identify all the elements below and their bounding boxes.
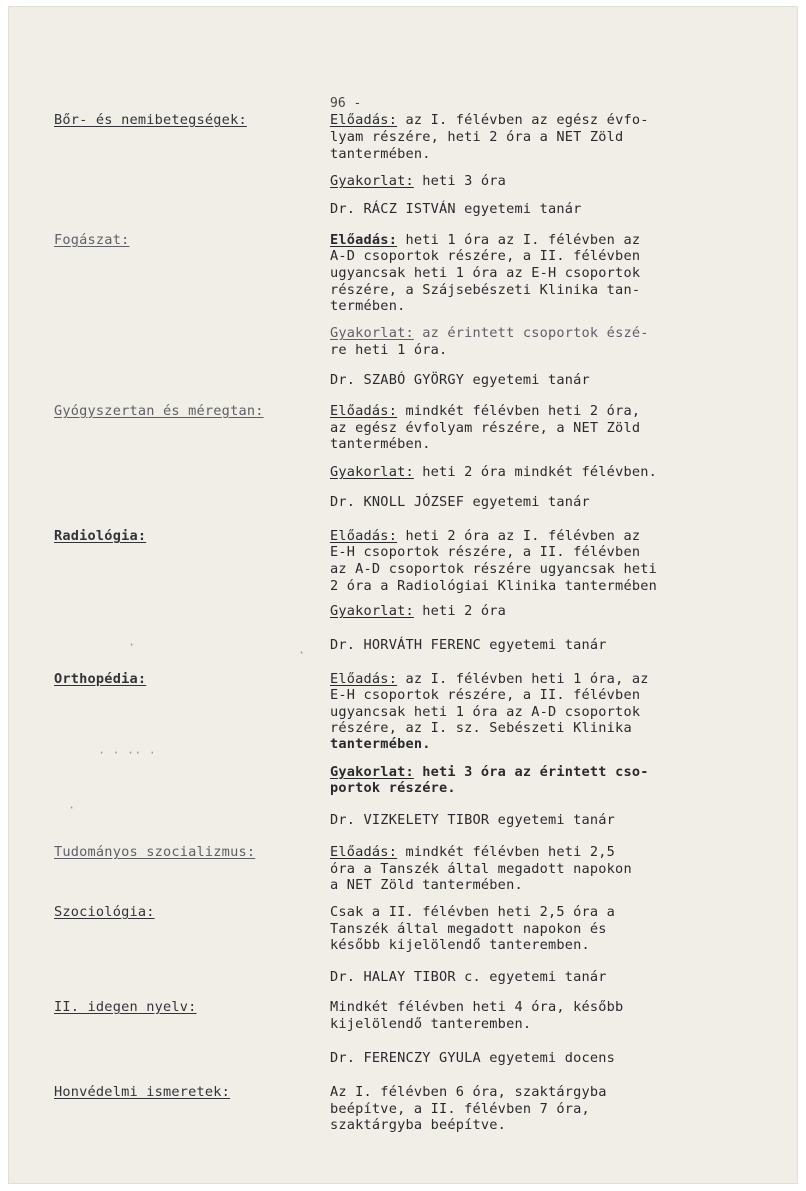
text-line: az A-D csoportok részére ugyancsak heti bbox=[330, 561, 657, 577]
text-line: szaktárgyba beépítve. bbox=[330, 1117, 507, 1133]
page-number: 96 - bbox=[330, 96, 362, 111]
text-line: tantermében. bbox=[330, 146, 431, 162]
lecture-line: Előadás: heti 2 óra az I. félévben az bbox=[330, 528, 641, 544]
practice-line: Gyakorlat: heti 2 óra mindkét félévben. bbox=[330, 464, 657, 480]
professor-line: Dr. RÁCZ ISTVÁN egyetemi tanár bbox=[330, 201, 582, 217]
professor-line: Dr. KNOLL JÓZSEF egyetemi tanár bbox=[330, 494, 590, 510]
text-line: termében. bbox=[330, 298, 406, 314]
scan-speck: · bbox=[68, 801, 76, 815]
subject-orthopedics: Orthopédia: bbox=[54, 671, 147, 687]
text-line: az egész évfolyam részére, a NET Zöld bbox=[330, 420, 641, 436]
lecture-label: Előadás: bbox=[330, 528, 398, 544]
text-line: beépítve, a II. félévben 7 óra, bbox=[330, 1101, 590, 1117]
text-line: részére, az I. sz. Sebészeti Klinika bbox=[330, 720, 632, 736]
practice-label: Gyakorlat: bbox=[330, 603, 414, 619]
lecture-label: Előadás: bbox=[330, 232, 398, 248]
practice-label: Gyakorlat: bbox=[330, 764, 414, 780]
lecture-line: Előadás: mindkét félévben heti 2 óra, bbox=[330, 403, 641, 419]
practice-line: Gyakorlat: az érintett csoportok észé- bbox=[330, 325, 649, 341]
text-line: tantermében. bbox=[330, 436, 431, 452]
text-line: később kijelölendő tanteremben. bbox=[330, 937, 590, 953]
subject-second-foreign-language: II. idegen nyelv: bbox=[54, 999, 197, 1015]
practice-line: Gyakorlat: heti 3 óra az érintett cso- bbox=[330, 764, 649, 780]
lecture-line: Előadás: az I. félévben az egész évfo- bbox=[330, 112, 649, 128]
practice-label: Gyakorlat: bbox=[330, 173, 414, 189]
subject-scientific-socialism: Tudományos szocializmus: bbox=[54, 844, 256, 860]
text-line: óra a Tanszék által megadott napokon bbox=[330, 861, 632, 877]
practice-line: Gyakorlat: heti 3 óra bbox=[330, 173, 507, 189]
professor-line: Dr. HORVÁTH FERENC egyetemi tanár bbox=[330, 637, 607, 653]
text-line: kijelölendő tanteremben. bbox=[330, 1016, 532, 1032]
text-line: E-H csoportok részére, a II. félévben bbox=[330, 687, 641, 703]
subject-dentistry: Fogászat: bbox=[54, 232, 130, 248]
subject-defense-studies: Honvédelmi ismeretek: bbox=[54, 1084, 231, 1100]
lecture-line: Előadás: mindkét félévben heti 2,5 bbox=[330, 844, 616, 860]
text-line: Az I. félévben 6 óra, szaktárgyba bbox=[330, 1084, 607, 1100]
subject-sociology: Szociológia: bbox=[54, 904, 155, 920]
lecture-label: Előadás: bbox=[330, 844, 398, 860]
text-line: lyam részére, heti 2 óra a NET Zöld bbox=[330, 129, 624, 145]
text-line: a NET Zöld tantermében. bbox=[330, 877, 523, 893]
professor-line: Dr. VIZKELETY TIBOR egyetemi tanár bbox=[330, 812, 616, 828]
practice-label: Gyakorlat: bbox=[330, 325, 414, 341]
practice-line: Gyakorlat: heti 2 óra bbox=[330, 603, 507, 619]
subject-radiology: Radiológia: bbox=[54, 528, 147, 544]
text-line: portok részére. bbox=[330, 780, 456, 796]
text-line: re heti 1 óra. bbox=[330, 342, 448, 358]
text-line: részére, a Szájsebészeti Klinika tan- bbox=[330, 282, 641, 298]
subject-skin-venereal: Bőr- és nemibetegségek: bbox=[54, 112, 247, 128]
scan-speck: · bbox=[128, 638, 136, 652]
scan-speck: · bbox=[298, 646, 306, 660]
text-line: tantermében. bbox=[330, 736, 431, 752]
professor-line: Dr. HALAY TIBOR c. egyetemi tanár bbox=[330, 969, 607, 985]
text-line: ugyancsak heti 1 óra az A-D csoportok bbox=[330, 704, 641, 720]
text-line: A-D csoportok részére, a II. félévben bbox=[330, 248, 641, 264]
practice-label: Gyakorlat: bbox=[330, 464, 414, 480]
text-line: 2 óra a Radiológiai Klinika tantermében bbox=[330, 578, 657, 594]
professor-line: Dr. SZABÓ GYÖRGY egyetemi tanár bbox=[330, 372, 590, 388]
lecture-line: Előadás: heti 1 óra az I. félévben az bbox=[330, 232, 641, 248]
scan-speck: · · ·· · bbox=[98, 746, 156, 760]
lecture-line: Előadás: az I. félévben heti 1 óra, az bbox=[330, 671, 649, 687]
lecture-label: Előadás: bbox=[330, 112, 398, 128]
text-line: Tanszék által megadott napokon és bbox=[330, 921, 607, 937]
document-page bbox=[8, 6, 798, 1184]
text-line: E-H csoportok részére, a II. félévben bbox=[330, 544, 641, 560]
text-line: Mindkét félévben heti 4 óra, később bbox=[330, 999, 624, 1015]
lecture-label: Előadás: bbox=[330, 671, 398, 687]
lecture-label: Előadás: bbox=[330, 403, 398, 419]
professor-line: Dr. FERENCZY GYULA egyetemi docens bbox=[330, 1050, 616, 1066]
text-line: Csak a II. félévben heti 2,5 óra a bbox=[330, 904, 616, 920]
text-line: ugyancsak heti 1 óra az E-H csoportok bbox=[330, 265, 641, 281]
subject-pharmacology-toxicology: Gyógyszertan és méregtan: bbox=[54, 403, 264, 419]
